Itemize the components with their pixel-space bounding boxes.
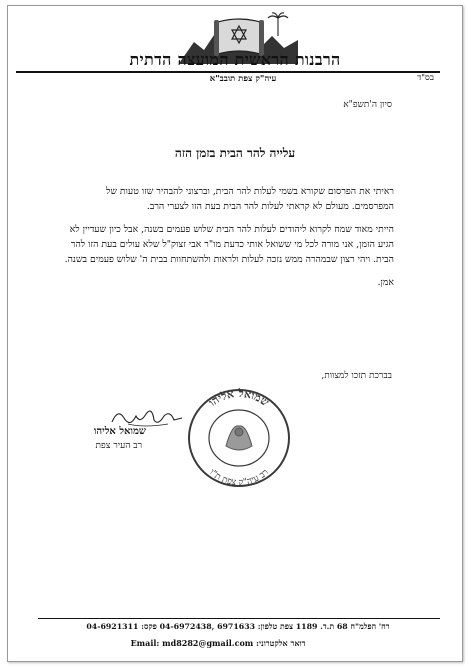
body-paragraph: אמן.: [377, 277, 394, 288]
palm-tree-icon: [268, 13, 288, 36]
seal-top-text: שמואל אליהו: [206, 386, 272, 410]
letter-date: סיון ה'תשפ"א: [343, 100, 392, 110]
signer-name: שמואל אליהו: [93, 426, 146, 437]
footer-contact-details: רח' הפלמ"ח 68 ת.ד. 1189 צפת טלפון: 6971633 ,04-6972438 פקס: 04-6921311: [86, 622, 390, 631]
footer-email: דואר אלקטרוני: Email: md8282@gmail.com: [130, 638, 306, 648]
seal-bottom-text: רב עיה"ק צפת ת"ו: [207, 467, 271, 489]
rabbi-seal-stamp: [184, 386, 294, 491]
body-paragraph: הייתי מאוד שמח לקרוא ליהודים לעלות להר הבית שלוש פעמים בשנה, אבל כיון שעדיין לא הגיע הזמן, אני מורה לכל מי ששואל אותי כדעת מו"ר אבי זצוק"ל שלא עולים בעת הזו להר הבית. ויהי רצון שבמהרה ממש נזכה לעלות ולראות ולהשתחוות בבית ה' שלוש פעמים בשנה.: [64, 224, 394, 265]
svg-text:שמואל אליהו: [206, 387, 271, 409]
bsd-mark: בס"ד: [417, 73, 434, 83]
city-line: עיה"ק צפת תובב"א: [209, 74, 277, 84]
closing-line: בברכת תזכו למצוות,: [321, 371, 392, 381]
footer-divider: [38, 618, 440, 619]
seal-emblem-icon: [226, 426, 252, 450]
body-paragraph: ראיתי את הפרסום שקורא בשמי לעלות להר הבית, וברצוני להבהיר שזו טעות של המפרסמים. מעולם לא קראתי לעלות להר הבית בעת הזו לצערי הרב.: [106, 186, 394, 212]
letter-page: [7, 5, 463, 662]
letter-title: עלייה להר הבית בזמן הזה: [174, 146, 296, 160]
organization-name: הרבנות הראשית המועצה הדתית: [129, 50, 341, 69]
signer-title: רב העיר צפת: [95, 441, 142, 451]
letter-body: [64, 184, 394, 298]
svg-text:רב עיה"ק צפת ת"ו: [207, 468, 271, 488]
